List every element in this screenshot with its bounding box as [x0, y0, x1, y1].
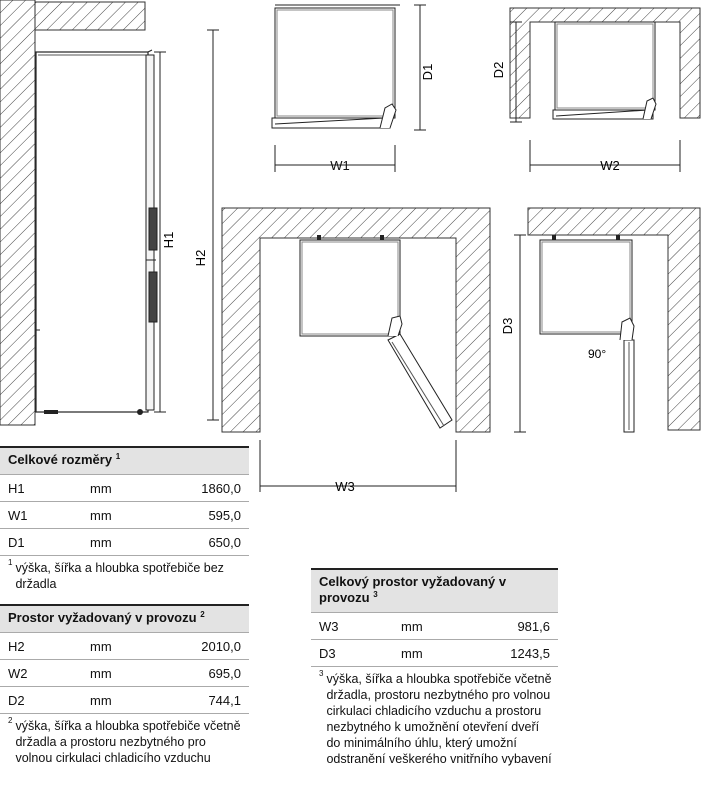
wall-hatch-left	[0, 0, 35, 425]
fridge-in-niche	[555, 22, 655, 110]
door-open-view-d3	[500, 208, 700, 432]
table-overall-dimensions	[0, 446, 249, 596]
fridge-top-outline	[275, 8, 395, 118]
open-door	[388, 334, 452, 428]
d2-label: D2	[491, 61, 506, 79]
table1-footnote: 1 výška, šířka a hloubka spotřebiče bez držadla	[0, 555, 249, 596]
table-row: H2 mm 2010,0	[0, 632, 249, 659]
w1-label: W1	[330, 158, 350, 173]
w3-label: W3	[335, 479, 355, 494]
table-row: W3 mm 981,6	[311, 612, 558, 639]
table2-title: Prostor vyžadovaný v provozu $^2$	[0, 604, 249, 632]
d3-label: D3	[500, 317, 515, 335]
table-row: W2 mm 695,0	[0, 659, 249, 686]
side-view	[0, 0, 219, 425]
table-total-space-in-operation	[311, 568, 558, 771]
table-row: W1 mm 595,0	[0, 501, 249, 528]
top-view-w2-d2	[491, 8, 700, 173]
table3-footnote: 3 výška, šířka a hloubka spotřebiče včetně držadla, prostoru nezbytného pro volnou cirkulaci chladicího vzduchu a prostoru nezbytného k umožnění otevření dveří do minimálního úhlu, který umožní odstranění veškerého vnitřního vybavení	[311, 666, 558, 771]
ceiling-hatch	[35, 2, 145, 30]
h2-label: H2	[193, 249, 208, 267]
fridge-body	[36, 52, 148, 412]
table-row: D1 mm 650,0	[0, 528, 249, 555]
table3-title: Celkový prostor vyžadovaný v provozu $^3$	[311, 568, 558, 612]
upper-handle	[149, 208, 157, 250]
table2-footnote: 2 výška, šířka a hloubka spotřebiče včetně držadla a prostoru nezbytného pro volnou cirkulaci chladicího vzduchu	[0, 713, 249, 770]
table1-title: Celkové rozměry $^1$	[0, 446, 249, 474]
door-open-view-w3	[222, 208, 490, 494]
d1-label: D1	[420, 63, 435, 81]
fridge-top-90	[540, 240, 632, 334]
table-row: D3 mm 1243,5	[311, 639, 558, 666]
lower-handle	[149, 272, 157, 322]
table-row: D2 mm 744,1	[0, 686, 249, 713]
top-view-w1-d1	[272, 5, 435, 173]
table-space-in-operation	[0, 604, 249, 770]
fridge-top-open	[300, 240, 400, 336]
h1-label: H1	[161, 231, 176, 249]
angle-label: 90°	[588, 347, 607, 361]
table-row: H1 mm 1860,0	[0, 474, 249, 501]
w2-label: W2	[600, 158, 620, 173]
